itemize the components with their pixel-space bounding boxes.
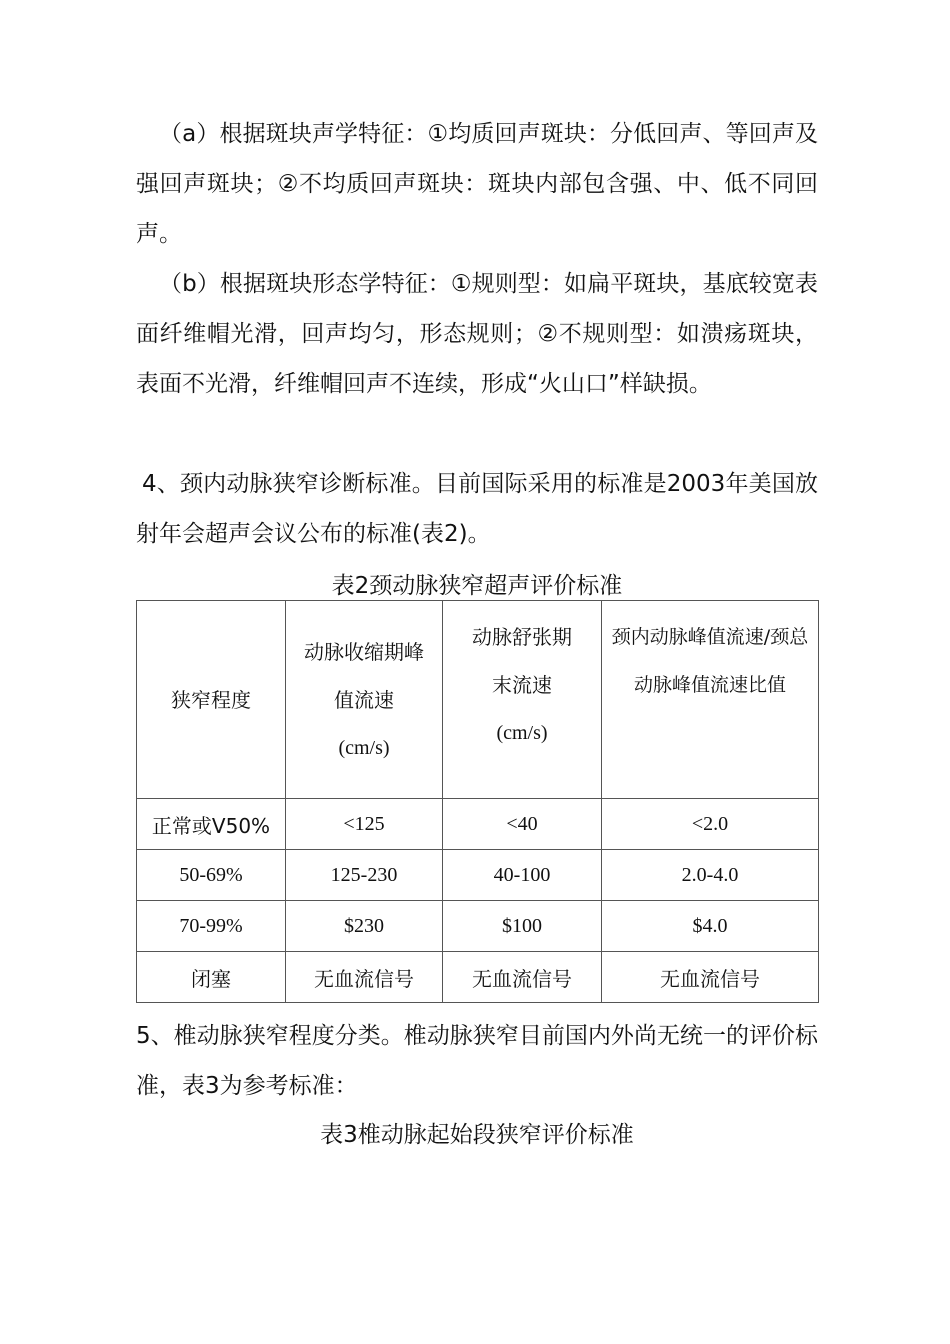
table3-caption: 表3椎动脉起始段狭窄评价标准 (320, 1122, 634, 1148)
table-row (137, 952, 819, 1003)
cell-edv: <40 (443, 799, 602, 850)
paragraph-item-5: 5、椎动脉狭窄程度分类。椎动脉狭窄目前国内外尚无统一的评价标准，表3为参考标准： (136, 1023, 818, 1099)
cell-psv: <125 (286, 799, 443, 850)
cell-psv: $230 (286, 901, 443, 952)
cell-psv: 无血流信号 (286, 952, 443, 1003)
cell-ratio: 2.0-4.0 (602, 850, 819, 901)
paragraph-item-4: 4、颈内动脉狭窄诊断标准。目前国际采用的标准是2003年美国放射年会超声会议公布的标准(表2)。 (136, 471, 818, 547)
header-degree: 狭窄程度 (137, 601, 286, 799)
paragraph-morphology-features: （b）根据斑块形态学特征：①规则型：如扁平斑块，基底较宽表面纤维帽光滑，回声均匀，形态规则；②不规则型：如溃疡斑块，表面不光滑，纤维帽回声不连续，形成“火山口”样缺损。 (136, 271, 818, 397)
cell-psv: 125-230 (286, 850, 443, 901)
cell-edv: 40-100 (443, 850, 602, 901)
table-row (137, 901, 819, 952)
header-psv-label: 动脉收缩期峰值流速 (304, 639, 424, 712)
table-header-row (137, 601, 819, 799)
table-row (137, 850, 819, 901)
header-psv (286, 601, 443, 799)
cell-degree: 70-99% (137, 901, 286, 952)
cell-ratio: $4.0 (602, 901, 819, 952)
cell-edv: 无血流信号 (443, 952, 602, 1003)
header-psv-unit: (cm/s) (338, 736, 390, 759)
table2-caption: 表2颈动脉狭窄超声评价标准 (331, 573, 623, 599)
cell-edv: $100 (443, 901, 602, 952)
table2-carotid-stenosis (136, 600, 819, 1003)
header-ratio: 颈内动脉峰值流速/颈总动脉峰值流速比值 (602, 601, 819, 799)
cell-ratio: <2.0 (602, 799, 819, 850)
cell-degree: 闭塞 (137, 952, 286, 1003)
paragraph-acoustic-features: （a）根据斑块声学特征：①均质回声斑块：分低回声、等回声及强回声斑块；②不均质回声斑块：斑块内部包含强、中、低不同回声。 (136, 121, 818, 247)
header-edv (443, 601, 602, 799)
cell-ratio: 无血流信号 (602, 952, 819, 1003)
cell-degree: 50-69% (137, 850, 286, 901)
table-row (137, 799, 819, 850)
header-edv-label: 动脉舒张期末流速 (472, 625, 572, 697)
header-edv-unit: (cm/s) (496, 722, 548, 744)
cell-degree: 正常或V50% (137, 799, 286, 850)
